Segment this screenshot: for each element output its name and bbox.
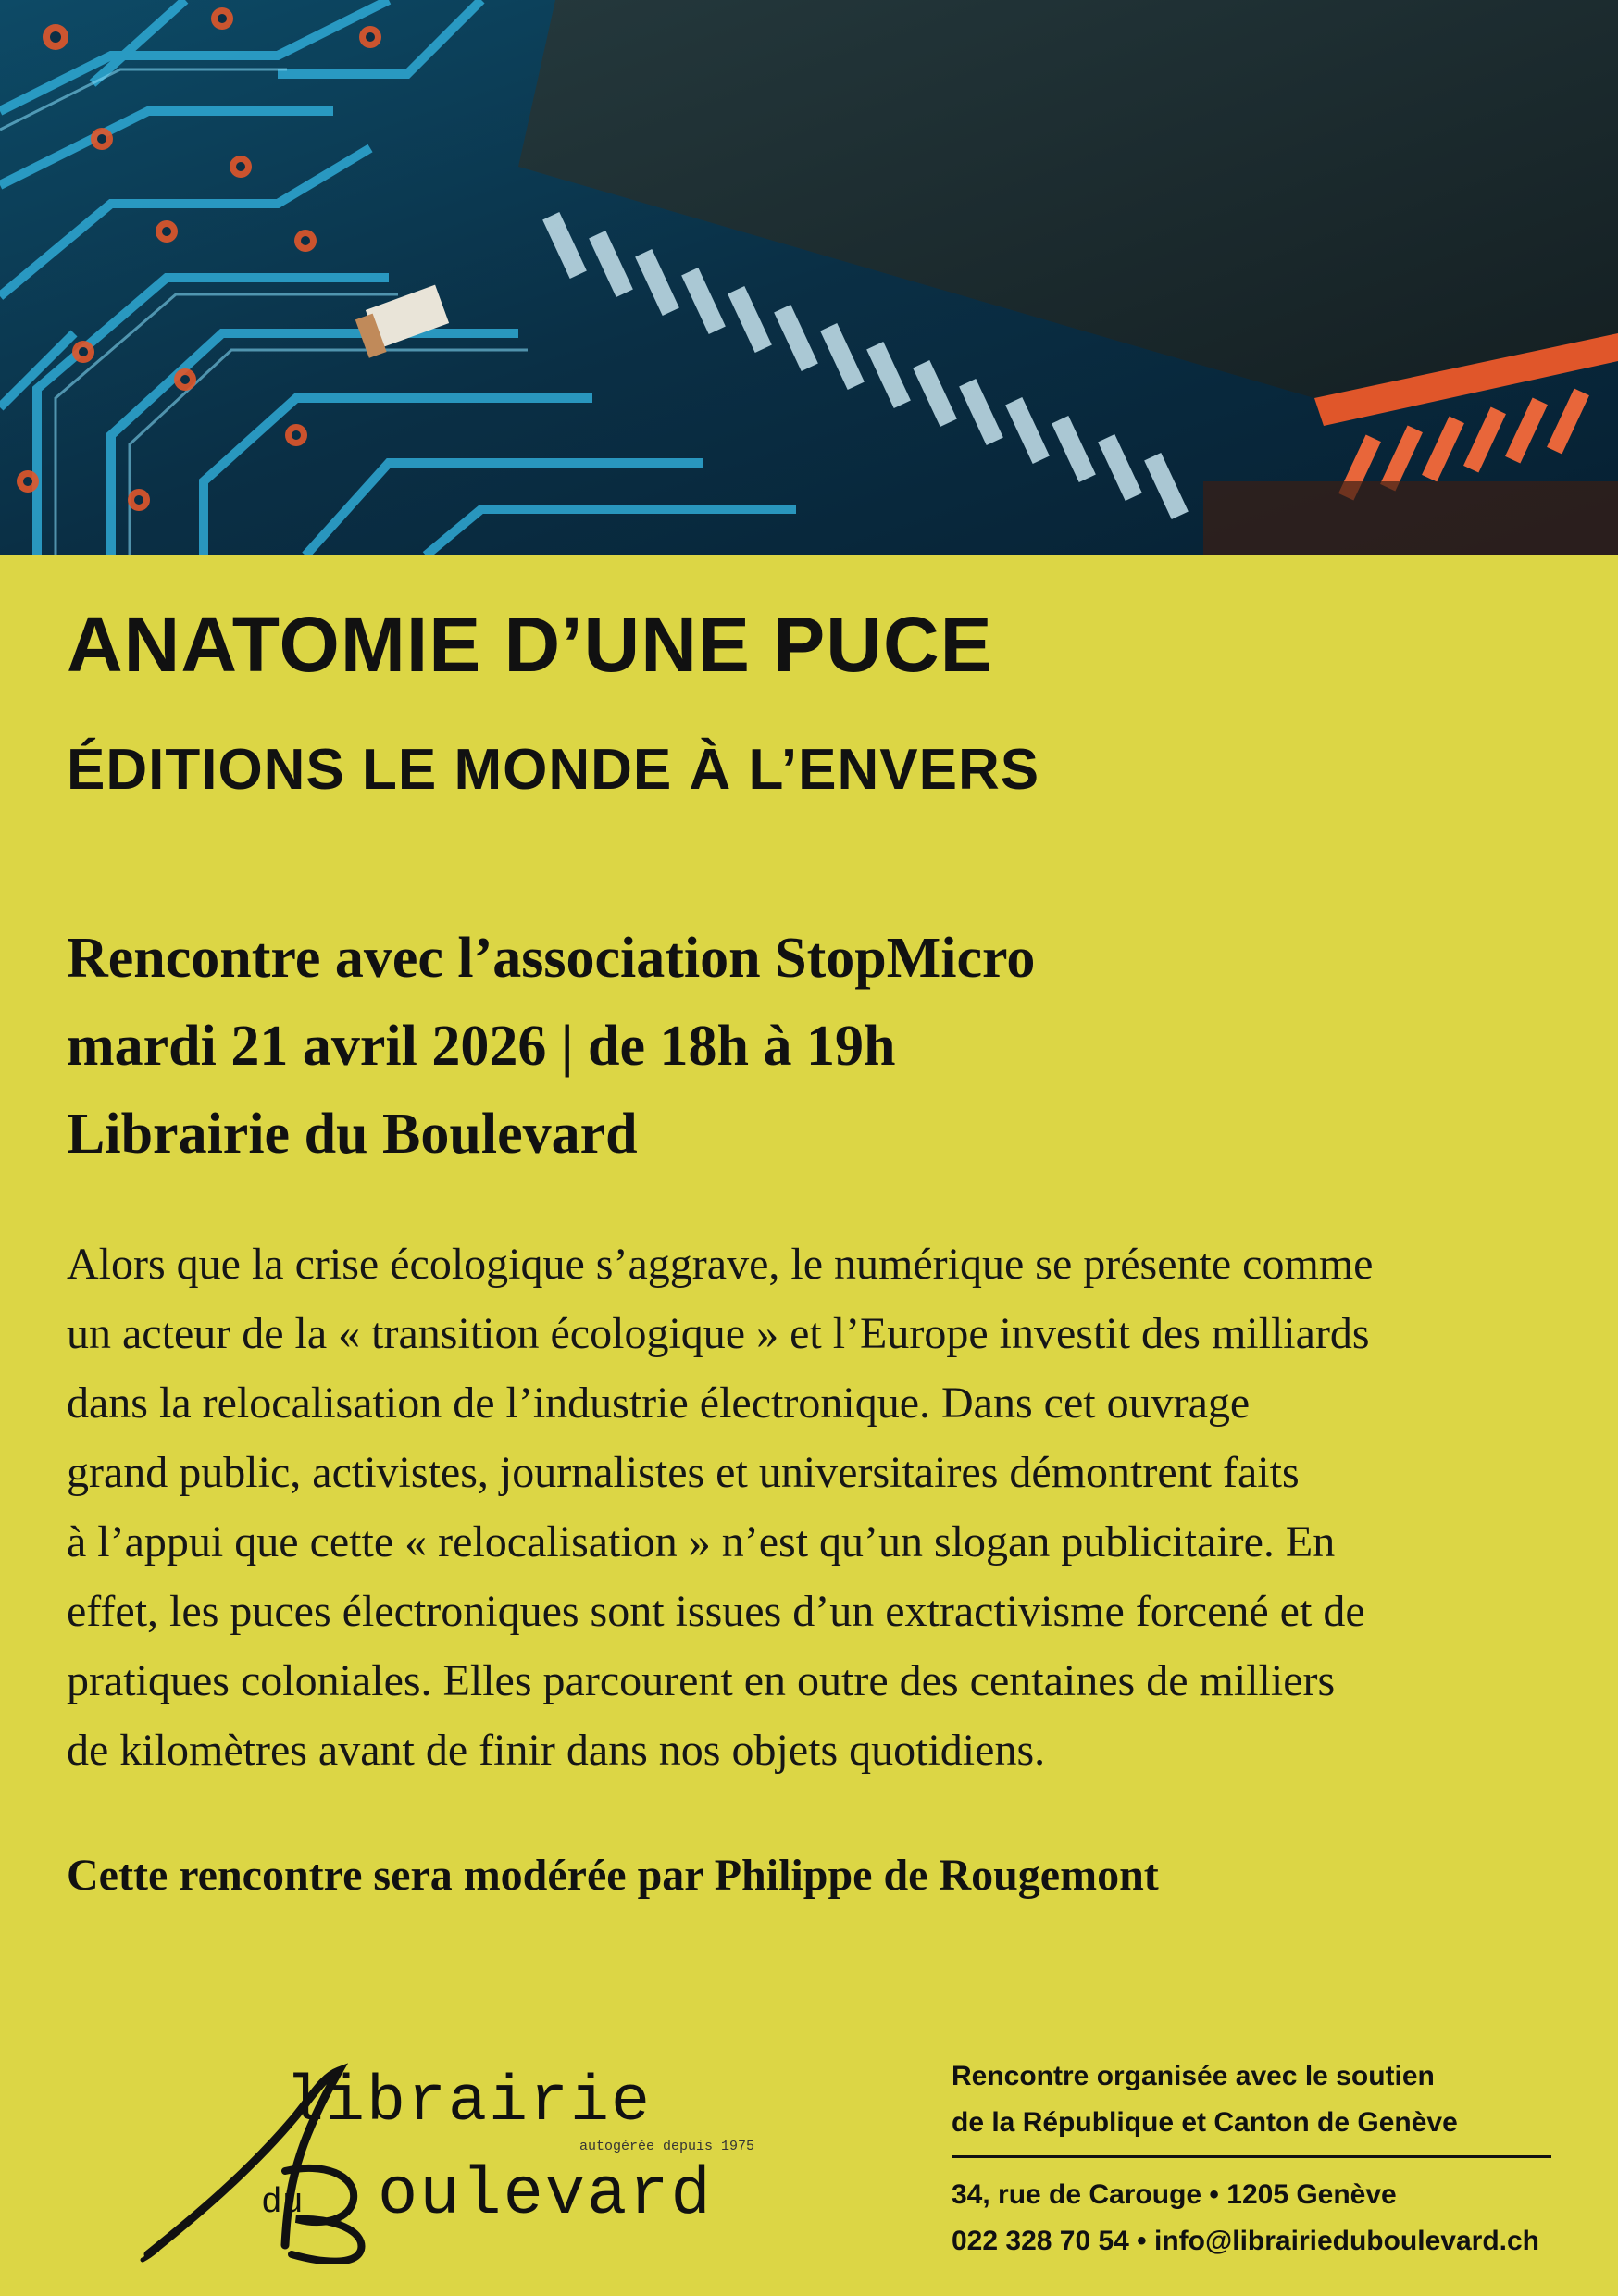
description-line: un acteur de la « transition écologique » et l’Europe investit des milliards [67, 1309, 1370, 1358]
contact-line: 022 328 70 54 • info@librairieduboulevard.ch [952, 2226, 1539, 2256]
event-line-venue: Librairie du Boulevard [67, 1103, 638, 1166]
support-line: Rencontre organisée avec le soutien [952, 2061, 1435, 2091]
divider [952, 2155, 1551, 2158]
event-line-date: mardi 21 avril 2026 | de 18h à 19h [67, 1015, 896, 1078]
circuit-board-chip-photo [0, 0, 1618, 555]
moderator-line: Cette rencontre sera modérée par Philippe de Rougemont [67, 1851, 1159, 1900]
description-line: pratiques coloniales. Elles parcourent en outre des centaines de milliers [67, 1656, 1336, 1705]
address-line: 34, rue de Carouge • 1205 Genève [952, 2179, 1397, 2210]
hero-image [0, 0, 1618, 555]
description-line: de kilomètres avant de finir dans nos objets quotidiens. [67, 1726, 1046, 1775]
contact-info [952, 2172, 1539, 2265]
description-line: à l’appui que cette « relocalisation » n’est qu’un slogan publicitaire. En [67, 1517, 1336, 1566]
event-info [67, 915, 1035, 1179]
logo-word-librairie: librairie [285, 2066, 653, 2140]
publisher-title: ÉDITIONS LE MONDE À L’ENVERS [67, 738, 1040, 802]
event-line-association: Rencontre avec l’association StopMicro [67, 927, 1036, 990]
page-title: ANATOMIE D’UNE PUCE [67, 601, 993, 688]
description-line: grand public, activistes, journalistes et universitaires démontrent faits [67, 1448, 1300, 1497]
logo-word-du: du [261, 2183, 304, 2223]
description-line: dans la relocalisation de l’industrie électronique. Dans cet ouvrage [67, 1379, 1251, 1428]
description-line: effet, les puces électroniques sont issues d’un extractivisme forcené et de [67, 1587, 1365, 1636]
description-line: Alors que la crise écologique s’aggrave, le numérique se présente comme [67, 1240, 1374, 1289]
description-paragraph [67, 1229, 1566, 1785]
logo-word-boulevard: oulevard [378, 2157, 713, 2233]
support-line: de la République et Canton de Genève [952, 2107, 1458, 2138]
support-notice [952, 2053, 1458, 2146]
logo-tagline: autogérée depuis 1975 [579, 2139, 755, 2154]
